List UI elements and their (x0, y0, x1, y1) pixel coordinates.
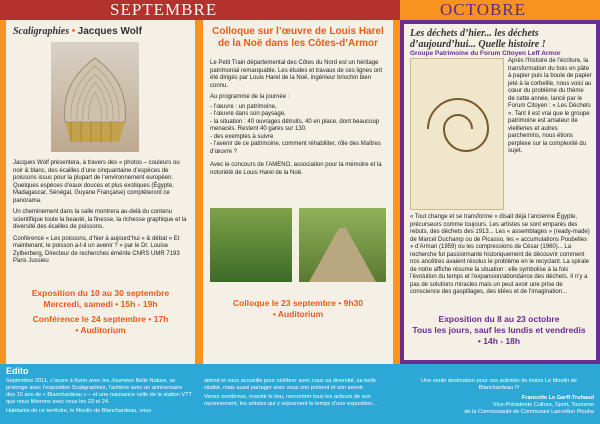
edito-col3: Une seule destination pour vos activités de loisirs Le Moulin de Blanchardeau !!! Francette Le Garff-Truhaud Vice-Présidente Culture, Sport, Tourisme de la Communauté de Communes Lanvollon Plouha (421, 378, 594, 415)
colloque-item: - l’œuvre dans son paysage, (210, 111, 286, 117)
railway-track-photo (299, 208, 386, 282)
colloque-dates: Colloque le 23 septembre • 9h30 • Auditorium (232, 298, 364, 319)
october-header (400, 0, 600, 20)
dechets-text-bottom: « Tout change et se transforme » disait déjà l’ancienne Égypte, précurseurs comme toujours. Les artistes se sont emparés des rebuts, des déchets des 1913... Les « assemblages » (ready-made) de Marcel Duchamp ou de Picasso, les « accumulations Poubelles » d’Arman (1959) ou les compressions de César (1960)... La recherche fut passionnante historiquement de découvrir comment nos ancêtres avaient résolus le problème en le recyclant. La spirale de notre affiche résume la situation : elle symbolise à la fois l’évolution du temps et l’expansion/abondance des déchets. Il n’y a pas de solutions miracles mais un peut avoir une prise de conscience des gaspillages, des idées et de l’imagination... (410, 214, 590, 295)
scaligraphies-panel (6, 20, 195, 364)
dechets-title: Les déchets d’hier... les déchets d’aujourd’hui... Quelle histoire ! (410, 28, 546, 50)
edito-footer (0, 364, 600, 424)
scaligraphies-dates: Exposition du 10 au 30 septembre Mercredi, samedi • 15h - 19h Conférence le 24 septembre • 17h • Auditorium (31, 288, 170, 335)
colloque-panel (203, 20, 393, 364)
fish-scale-photo (51, 42, 139, 152)
dechets-text-top: Après l’histoire de l’écriture, la transformation du bois en pâte à papier puis la boule de papier jeté à la corbeille, nous voici au cœur du problème du thème de cette année, lancé par le Forum Citoyen : « Les Déchets ». Tant il est vrai que le groupe patrimoine est amateur de vieilleries et autres parchemins, nous étions perplexe sur la complexité du sujet. (508, 58, 592, 154)
edito-col2: attend et vous accueille pour célébrer avec vous sa diversité, sa belle vitalité, mais aussi partager avec vous son présent et son avenir. Venez nombreux, investir le lieu, rencontrer tous les acteurs de son rayonnement, les artistes qui y séjournent le temps d’une exposition... (204, 378, 377, 407)
colloque-item: - des exemples à suivre (210, 133, 274, 140)
colloque-text: Le Petit Train départemental des Côtes du Nord est un héritage patrimonial remarquable. Les études et travaux de ces lignes ont été dirigés par Louis Harel de la Noë, ingénieur briochin bien connu. Au programme de la journée : - l’œuvre : un patrimoine, - l’œuvre dans son paysage, - la situation : 40 ouvrages détruits, 40 en place, dont beaucoup menacés. Restent 40 gares sur 130. - des exemples à suivre - l’avenir de ce patrimoine, comment réhabiliter, rôle des Maîtres d’œuvre ? Avec le concours de l’AMENO, association pour la mémoire et la notoriété de Louis Harel de la Noë. (210, 60, 386, 177)
railway-bridge-photo (210, 208, 292, 282)
colloque-item: - l’œuvre : un patrimoine, (210, 103, 277, 110)
dechets-panel (400, 20, 600, 364)
edito-heading: Edito (6, 366, 29, 376)
september-header (0, 0, 400, 20)
colloque-title: Colloque sur l’œuvre de Louis Harel de la Noë dans les Côtes-d’Armor (212, 26, 384, 49)
dechets-dates: Exposition du 8 au 23 octobre Tous les jours, sauf les lundis et vendredis • 14h - 18h (412, 314, 586, 346)
scaligraphies-title: Scaligraphies • Jacques Wolf (13, 26, 142, 37)
october-label: OCTOBRE (440, 0, 527, 19)
september-label: SEPTEMBRE (110, 0, 218, 19)
edito-col1: Septembre 2011, c’ouvre à Kerio avec les Journées Belle Nature, se prolonge avec l’exposition Scaligraphies, l’achève avec un anniversaire des 10 ans de « Blanchardeau » – et une naissance celle de la station VTT que nous fêterons avec vous les 23 et 24. Habitants de ce territoire, le Moulin de Blanchardeau, vous (6, 378, 192, 414)
dechets-poster (410, 58, 504, 210)
colloque-item: - la situation : 40 ouvrages détruits, 40 en place, dont beaucoup menacés. Restent 40 gares sur 130. (210, 118, 380, 132)
scaligraphies-text: Jacques Wolf présentera, à travers des « photos – couleurs ou noir & blanc, des écailles d’une cinquantaine d’espèces de poissons issus pour la plupart de l’environnement européen. Quelques espèces d’eaux douces et plus exotiques (Égypte, Madagascar, Sénégal, Guyane Française) complèteront ce panorama. Un cheminement dans la salle montrera au-delà du contenu scientifique toute la beauté, la finesse, la richesse graphique et la diversité des écailles de poissons. Conférence « Les poissons, d’hier à aujourd’hui » & débat « Et maintenant, le poisson a-t-il un avenir ? » par le Dr. Louise Zylberberg, Directeur de recherches émérite CNRS UMR 7193 Paris Jussieu (13, 160, 187, 264)
dechets-subtitle: Groupe Patrimoine du Forum Citoyen Leff Armor (410, 50, 561, 57)
colloque-item: - l’avenir de ce patrimoine, comment réhabiliter, rôle des Maîtres d’œuvre ? (210, 141, 381, 155)
